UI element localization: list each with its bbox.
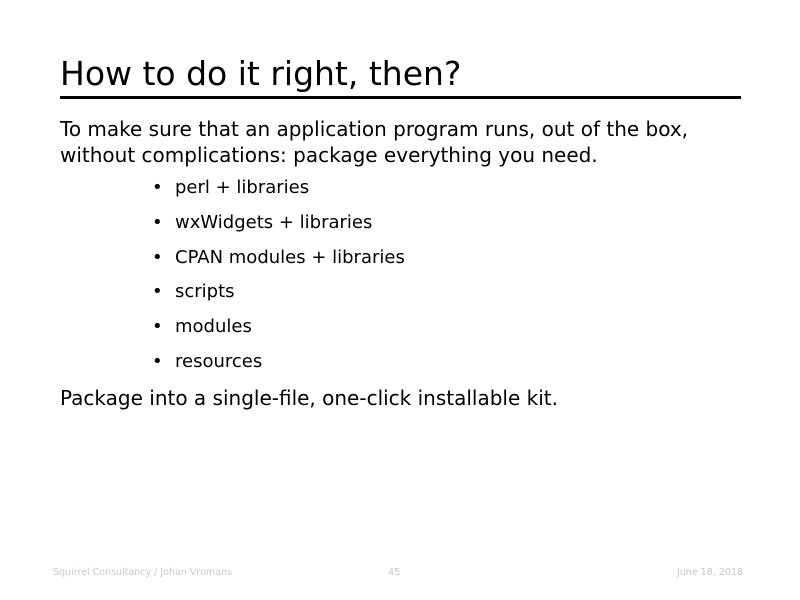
bullet-list (152, 175, 405, 384)
bullet-dot-icon: • (152, 246, 163, 268)
slide-title: How to do it right, then? (60, 54, 462, 93)
footer-date: June 18, 2018 (676, 567, 743, 578)
closing-paragraph: Package into a single-file, one-click installable kit. (60, 386, 558, 410)
bullet-dot-icon: • (152, 281, 163, 303)
intro-paragraph: To make sure that an application program runs, out of the box, without complications: package everything you need. (60, 117, 689, 167)
title-underline (60, 96, 741, 99)
bullet-dot-icon: • (152, 316, 163, 338)
bullet-item (152, 175, 405, 210)
bullet-dot-icon: • (152, 177, 163, 198)
footer-author: Squirrel Consultancy / Johan Vromans (53, 567, 232, 578)
bullet-text: scripts (175, 281, 235, 303)
bullet-item (152, 210, 405, 245)
bullet-item (152, 245, 405, 280)
bullet-text: modules (175, 316, 252, 338)
bullet-item (152, 279, 405, 314)
bullet-item (152, 349, 405, 384)
bullet-dot-icon: • (152, 350, 163, 372)
bullet-text: wxWidgets + libraries (175, 211, 373, 233)
footer-page-number: 45 (388, 567, 401, 578)
bullet-text: resources (175, 350, 263, 372)
bullet-text: CPAN modules + libraries (175, 246, 405, 268)
bullet-dot-icon: • (152, 211, 163, 233)
bullet-text: perl + libraries (175, 177, 310, 198)
bullet-item (152, 314, 405, 349)
